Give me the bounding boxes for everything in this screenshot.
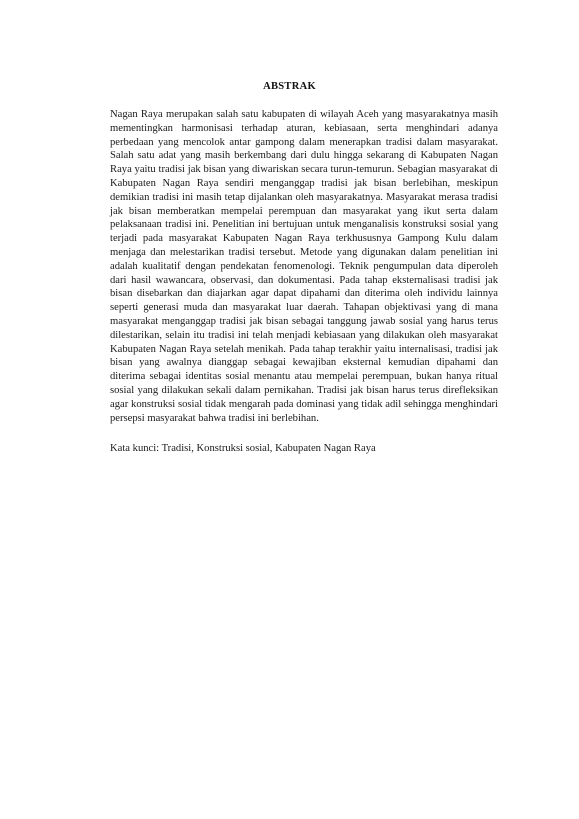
abstract-heading: ABSTRAK xyxy=(263,81,316,92)
keywords-line: Kata kunci: Tradisi, Konstruksi sosial, Kabupaten Nagan Raya xyxy=(110,443,376,454)
abstract-paragraph: Nagan Raya merupakan salah satu kabupaten di wilayah Aceh yang masyarakatnya masih mementingkan harmonisasi terhadap aturan, kebiasaan, serta menghindari adanya perbedaan yang mencolok antar gampong dalam menerapkan tradisi dalam masyarakat. Salah satu adat yang masih berkembang dari dulu hingga sekarang di Kabupaten Nagan Raya yaitu tradisi jak bisan yang diwariskan secara turun-temurun. Sebagian masyarakat di Kabupaten Nagan Raya sendiri menganggap tradisi jak bisan berlebihan, meskipun demikian tradisi ini masih tetap dijalankan oleh masyarakatnya. Masyarakat merasa tradisi jak bisan memberatkan mempelai perempuan dan masyarakat yang ikut serta dalam pelaksanaan tradisi ini. Penelitian ini bertujuan untuk menganalisis konstruksi sosial yang terjadi pada masyarakat Kabupaten Nagan Raya terkhususnya Gampong Kulu dalam menjaga dan melestarikan tradisi tersebut. Metode yang digunakan dalam penelitian ini adalah kualitatif dengan pendekatan fenomenologi. Teknik pengumpulan data diperoleh dari hasil wawancara, observasi, dan dokumentasi. Pada tahap eksternalisasi tradisi jak bisan disebarkan dan diajarkan agar dapat dipahami dan diterima oleh individu lainnya seperti generasi muda dan masyarakat luar daerah. Tahapan objektivasi yang di mana masyarakat menganggap tradisi jak bisan sebagai tanggung jawab sosial yang harus terus dilestarikan, selain itu tradisi ini telah menjadi kebiasaan yang dilakukan oleh masyarakat Kabupaten Nagan Raya setelah menikah. Pada tahap terakhir yaitu internalisasi, tradisi jak bisan yang awalnya dianggap sebagai kewajiban eksternal kemudian dipahami dan diterima sebagai identitas sosial menantu atau mempelai perempuan, bukan hanya ritual sosial yang dilakukan sekali dalam pernikahan. Tradisi jak bisan harus terus direfleksikan agar konstruksi sosial tidak mengarah pada dominasi yang tidak adil sehingga menghindari persepsi masyarakat bahwa tradisi ini berlebihan. xyxy=(110,109,498,424)
